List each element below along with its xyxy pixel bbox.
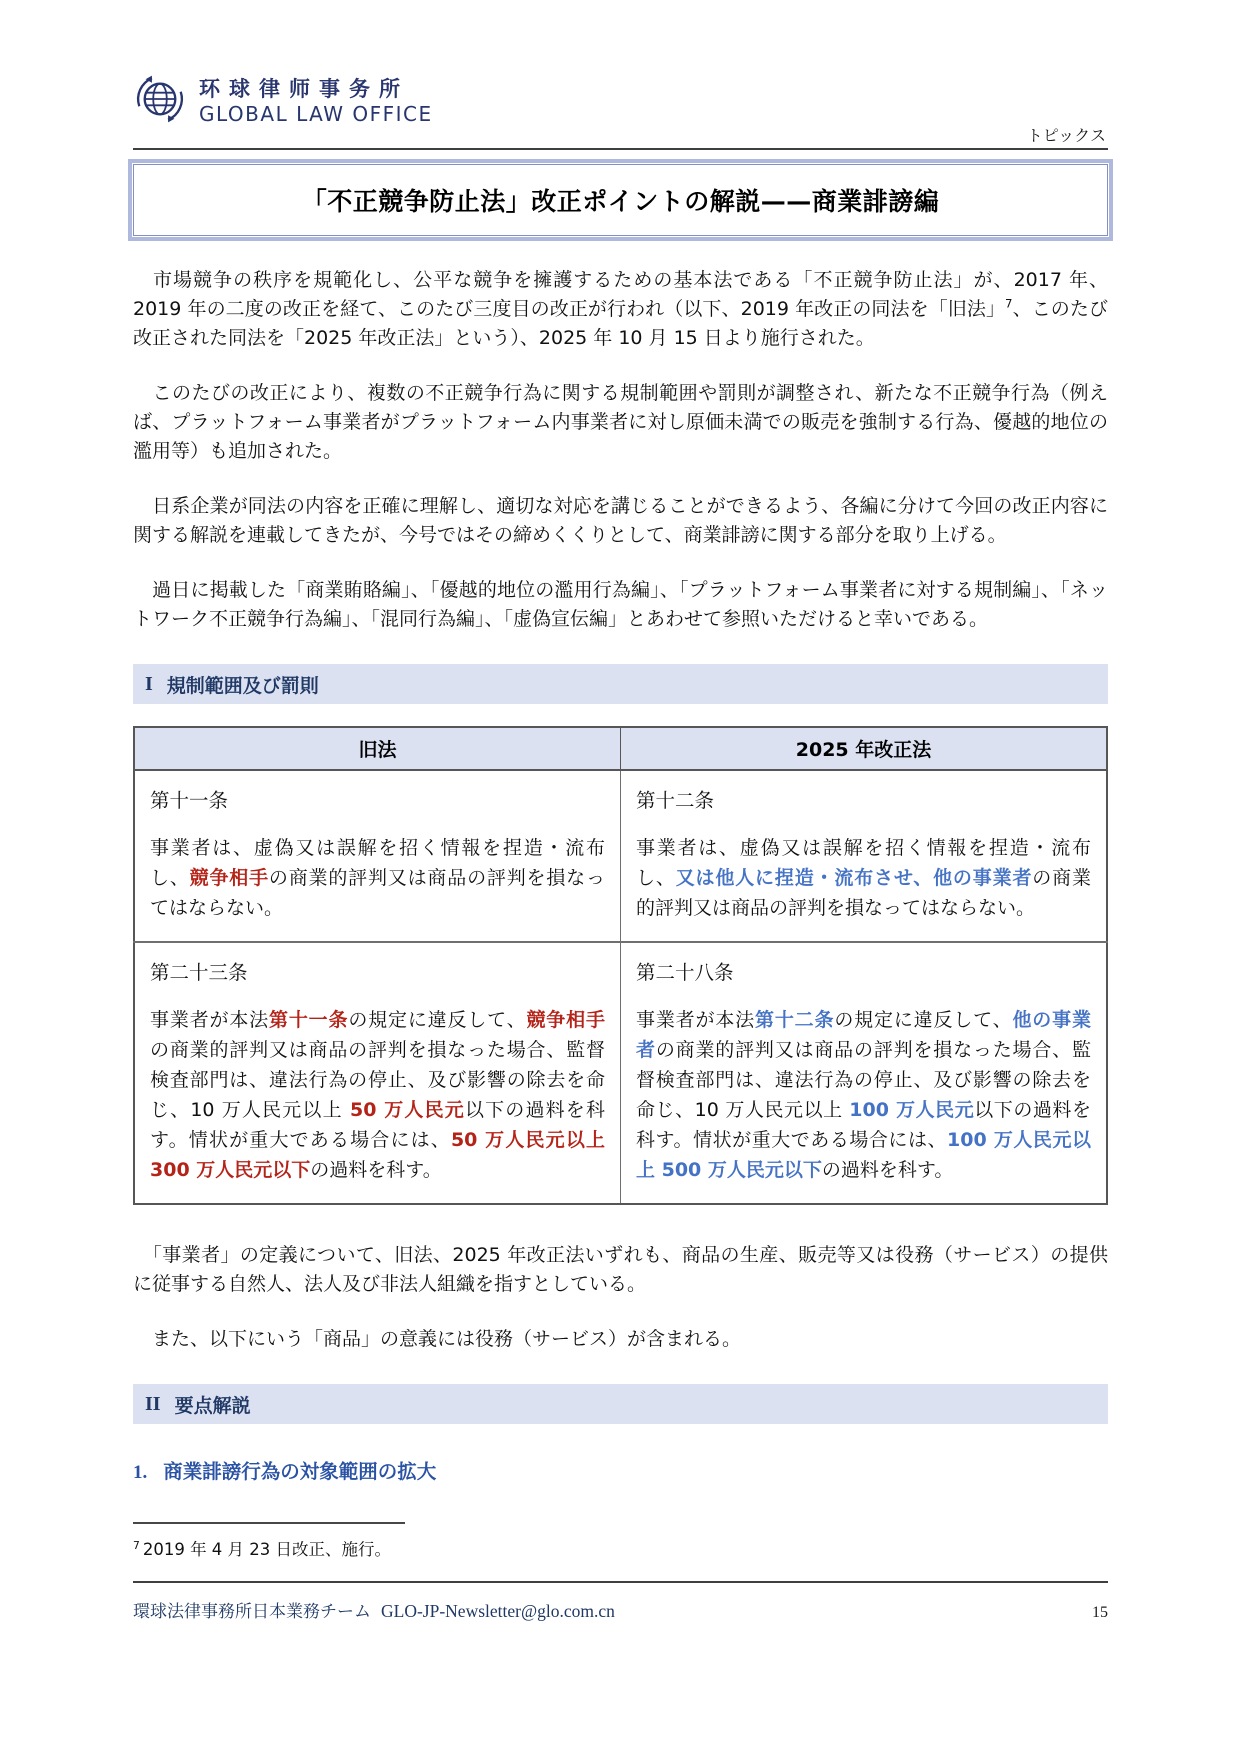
goods-meaning-paragraph: また、以下にいう「商品」の意義には役務（サービス）が含まれる。	[133, 1328, 742, 1350]
article-number: 第二十八条	[636, 961, 734, 984]
new-law-article-28-cell	[621, 942, 1108, 1204]
footnote-text: 2019 年 4 月 23 日改正、施行。	[142, 1540, 392, 1559]
article-text: 事業者は、虚偽又は誤解を招く情報を捏造・流布し、競争相手の商業的評判又は商品の評判を損なってはならない。	[150, 837, 605, 919]
column-header-new-law: 2025 年改正法	[621, 727, 1108, 770]
logo-name-english: GLOBAL LAW OFFICE	[199, 102, 433, 127]
header-rule	[133, 148, 1108, 150]
article-title: 「不正競争防止法」改正ポイントの解説——商業誹謗編	[301, 187, 940, 216]
article-number: 第十二条	[636, 789, 715, 812]
old-law-article-11-cell	[134, 770, 621, 942]
page-footer	[133, 1581, 1108, 1622]
article-text: 事業者は、虚偽又は誤解を招く情報を捏造・流布し、又は他人に捏造・流布させ、他の事業者の商業的評判又は商品の評判を損なってはならない。	[636, 837, 1091, 919]
intro-paragraph-1: 市場競争の秩序を規範化し、公平な競争を擁護するための基本法である「不正競争防止法」が、2017 年、2019 年の二度の改正を経て、このたび三度目の改正が行われ（以下、2019 年改正の同法を「旧法」$^7$、このたび改正された同法を「2025 年改正法」という）、2025 年 10 月 15 日より施行された。	[133, 269, 1108, 349]
law-comparison-table	[133, 726, 1108, 1205]
footnote-divider	[133, 1522, 405, 1524]
intro-paragraph-4: 過日に掲載した「商業賄賂編」、「優越的地位の濫用行為編」、「プラットフォーム事業者に対する規制編」、「ネットワーク不正競争行為編」、「混同行為編」、「虚偽宣伝編」とあわせて参照いただけると幸いである。	[133, 579, 1108, 630]
column-header-old-law: 旧法	[134, 727, 621, 770]
footnote-marker: 7	[133, 1538, 140, 1552]
subsection-heading-1	[133, 1456, 1108, 1484]
page-header	[133, 70, 1108, 148]
intro-paragraph-2: このたびの改正により、複数の不正競争行為に関する規制範囲や罰則が調整され、新たな不正競争行為（例えば、プラットフォーム事業者がプラットフォーム内事業者に対し原価未満での販売を強制する行為、優越的地位の濫用等）も追加された。	[133, 382, 1108, 462]
article-text: 事業者が本法第十二条の規定に違反して、他の事業者の商業的評判又は商品の評判を損なった場合、監督検査部門は、違法行為の停止、及び影響の除去を命じ、10 万人民元以上 100 万人民元以下の過料を科す。情状が重大である場合には、100 万人民元以上 500 万人民元以下の過料を科す。	[636, 1009, 1091, 1181]
section-heading-2	[133, 1384, 1108, 1424]
article-number: 第二十三条	[150, 961, 248, 984]
page-number: 15	[1092, 1604, 1108, 1621]
glo-logo	[133, 70, 1108, 132]
article-text: 事業者が本法第十一条の規定に違反して、競争相手の商業的評判又は商品の評判を損なった場合、監督検査部門は、違法行為の停止、及び影響の除去を命じ、10 万人民元以上 50 万人民元以下の過料を科す。情状が重大である場合には、50 万人民元以上 300 万人民元以下の過料を科す。	[150, 1009, 605, 1181]
footer-email: GLO-JP-Newsletter@glo.com.cn	[381, 1601, 615, 1621]
article-number: 第十一条	[150, 789, 229, 812]
new-law-article-12-cell	[621, 770, 1108, 942]
footnote-block	[133, 1522, 1108, 1560]
logo-name-chinese: 环球律师事务所	[199, 76, 409, 101]
table-row	[134, 770, 1107, 942]
section-heading-1	[133, 664, 1108, 704]
intro-paragraph-3: 日系企業が同法の内容を正確に理解し、適切な対応を講じることができるよう、各編に分けて今回の改正内容に関する解説を連載してきたが、今号ではその締めくくりとして、商業誹謗に関する部分を取り上げる。	[133, 495, 1108, 546]
topics-label: トピックス	[1026, 126, 1106, 145]
footnote-7	[133, 1536, 1108, 1560]
footer-team-line	[133, 1597, 615, 1622]
footer-team: 環球法律事務所日本業務チーム	[133, 1602, 371, 1622]
globe-icon	[133, 70, 187, 132]
section-2-title: 要点解説	[174, 1394, 251, 1417]
old-law-article-23-cell	[134, 942, 621, 1204]
subsection-number: 1.	[133, 1462, 148, 1483]
section-1-numeral: I	[145, 672, 153, 695]
section-2-numeral: II	[145, 1392, 161, 1415]
definition-paragraph: 「事業者」の定義について、旧法、2025 年改正法いずれも、商品の生産、販売等又は役務（サービス）の提供に従事する自然人、法人及び非法人組織を指すとしている。	[133, 1244, 1108, 1295]
logo-text	[199, 76, 433, 126]
subsection-title: 商業誹謗行為の対象範囲の拡大	[163, 1460, 437, 1483]
article-title-box	[133, 164, 1108, 236]
section-1-title: 規制範囲及び罰則	[166, 674, 319, 697]
table-row	[134, 942, 1107, 1204]
